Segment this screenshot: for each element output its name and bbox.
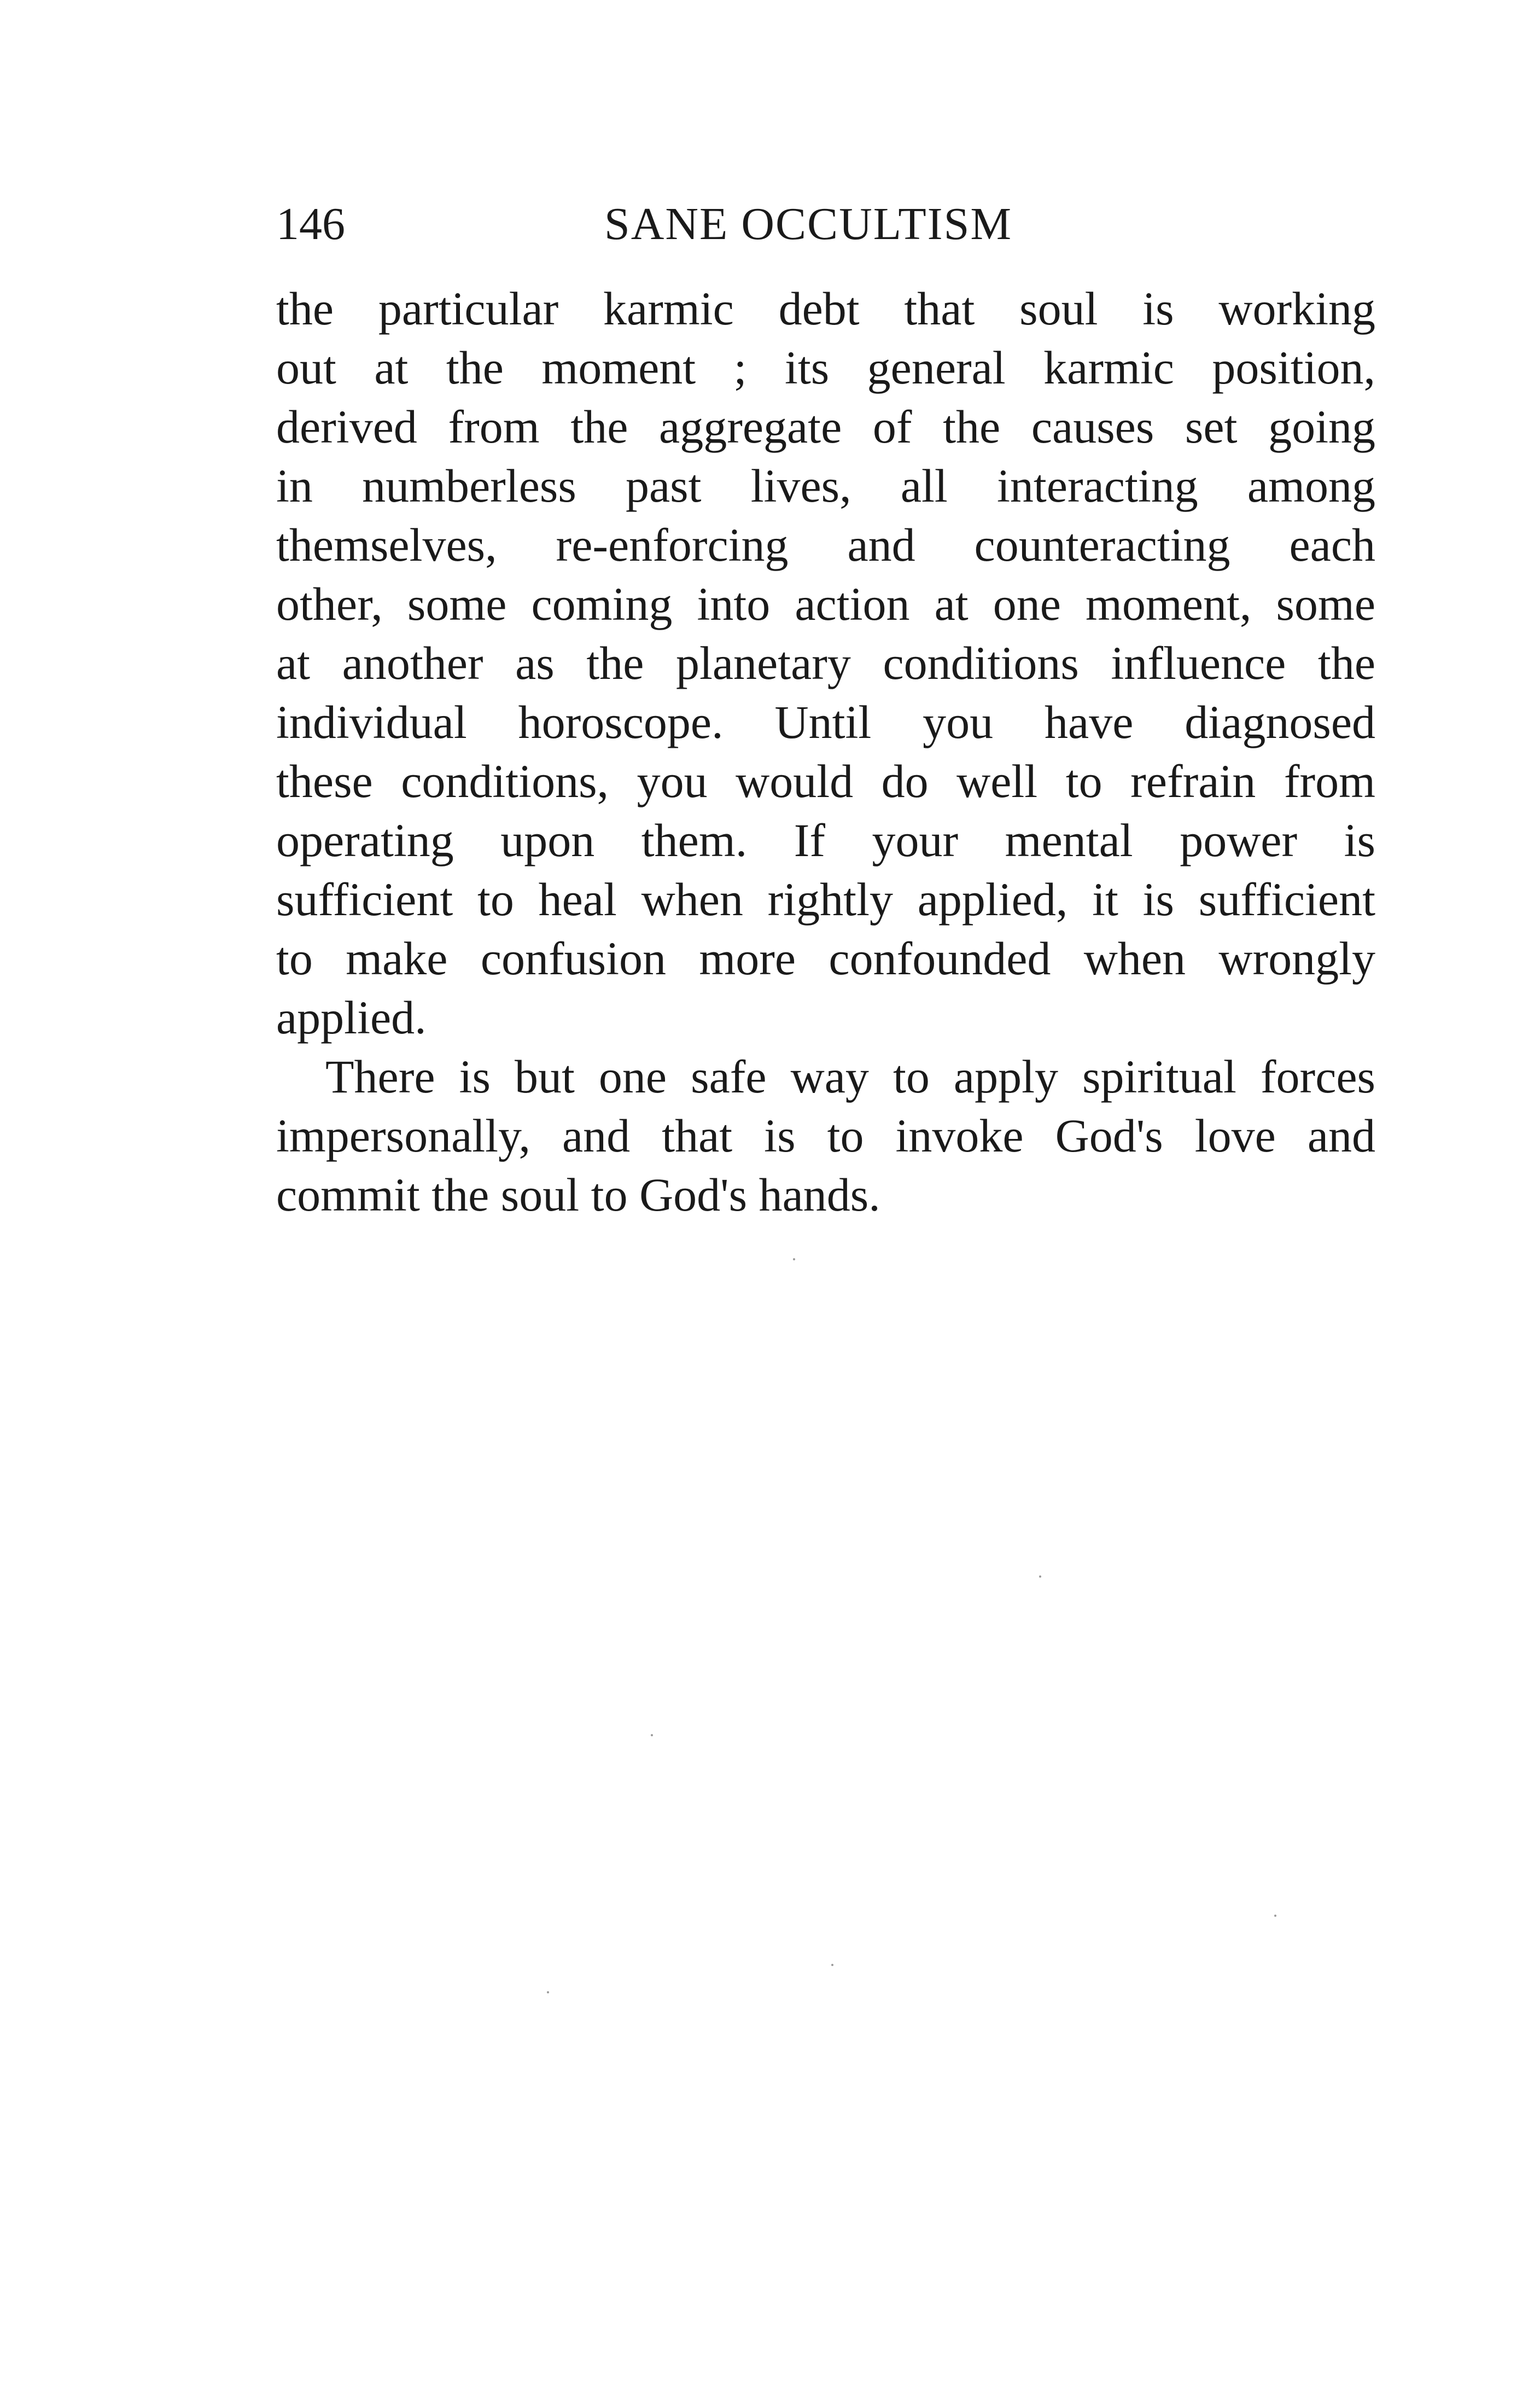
text-line: There is but one safe way to apply spiritual forces	[325, 1050, 1375, 1103]
body-text	[276, 279, 1375, 1224]
text-line: commit the soul to God's hands.	[276, 1168, 880, 1221]
text-line: individual horoscope. Until you have diagnosed	[276, 696, 1375, 748]
text-line: themselves, re-enforcing and counteracting each	[276, 519, 1375, 571]
paper-speck	[831, 1964, 833, 1966]
text-line: impersonally, and that is to invoke God's love and	[276, 1109, 1375, 1162]
paragraph	[276, 1047, 1375, 1224]
text-line: these conditions, you would do well to refrain from	[276, 755, 1375, 807]
text-line: applied.	[276, 991, 427, 1044]
text-line: to make confusion more confounded when wrongly	[276, 932, 1375, 985]
text-line: other, some coming into action at one moment, some	[276, 578, 1375, 630]
text-line: derived from the aggregate of the causes set going	[276, 400, 1375, 453]
paper-speck	[1274, 1915, 1276, 1917]
text-line: operating upon them. If your mental power is	[276, 814, 1375, 866]
page-number: 146	[276, 199, 345, 249]
paper-speck	[547, 1991, 549, 1993]
text-line: the particular karmic debt that soul is working	[276, 282, 1375, 335]
text-line: sufficient to heal when rightly applied, it is sufficient	[276, 873, 1375, 926]
paragraph	[276, 279, 1375, 1047]
text-line: at another as the planetary conditions influence the	[276, 637, 1375, 689]
running-title: SANE OCCULTISM	[604, 199, 1013, 249]
text-line: out at the moment ; its general karmic position,	[276, 341, 1375, 394]
paper-speck	[793, 1258, 795, 1260]
text-line: in numberless past lives, all interacting among	[276, 460, 1375, 512]
paper-speck	[651, 1734, 653, 1736]
paper-speck	[1039, 1575, 1041, 1578]
running-head	[276, 191, 1053, 257]
